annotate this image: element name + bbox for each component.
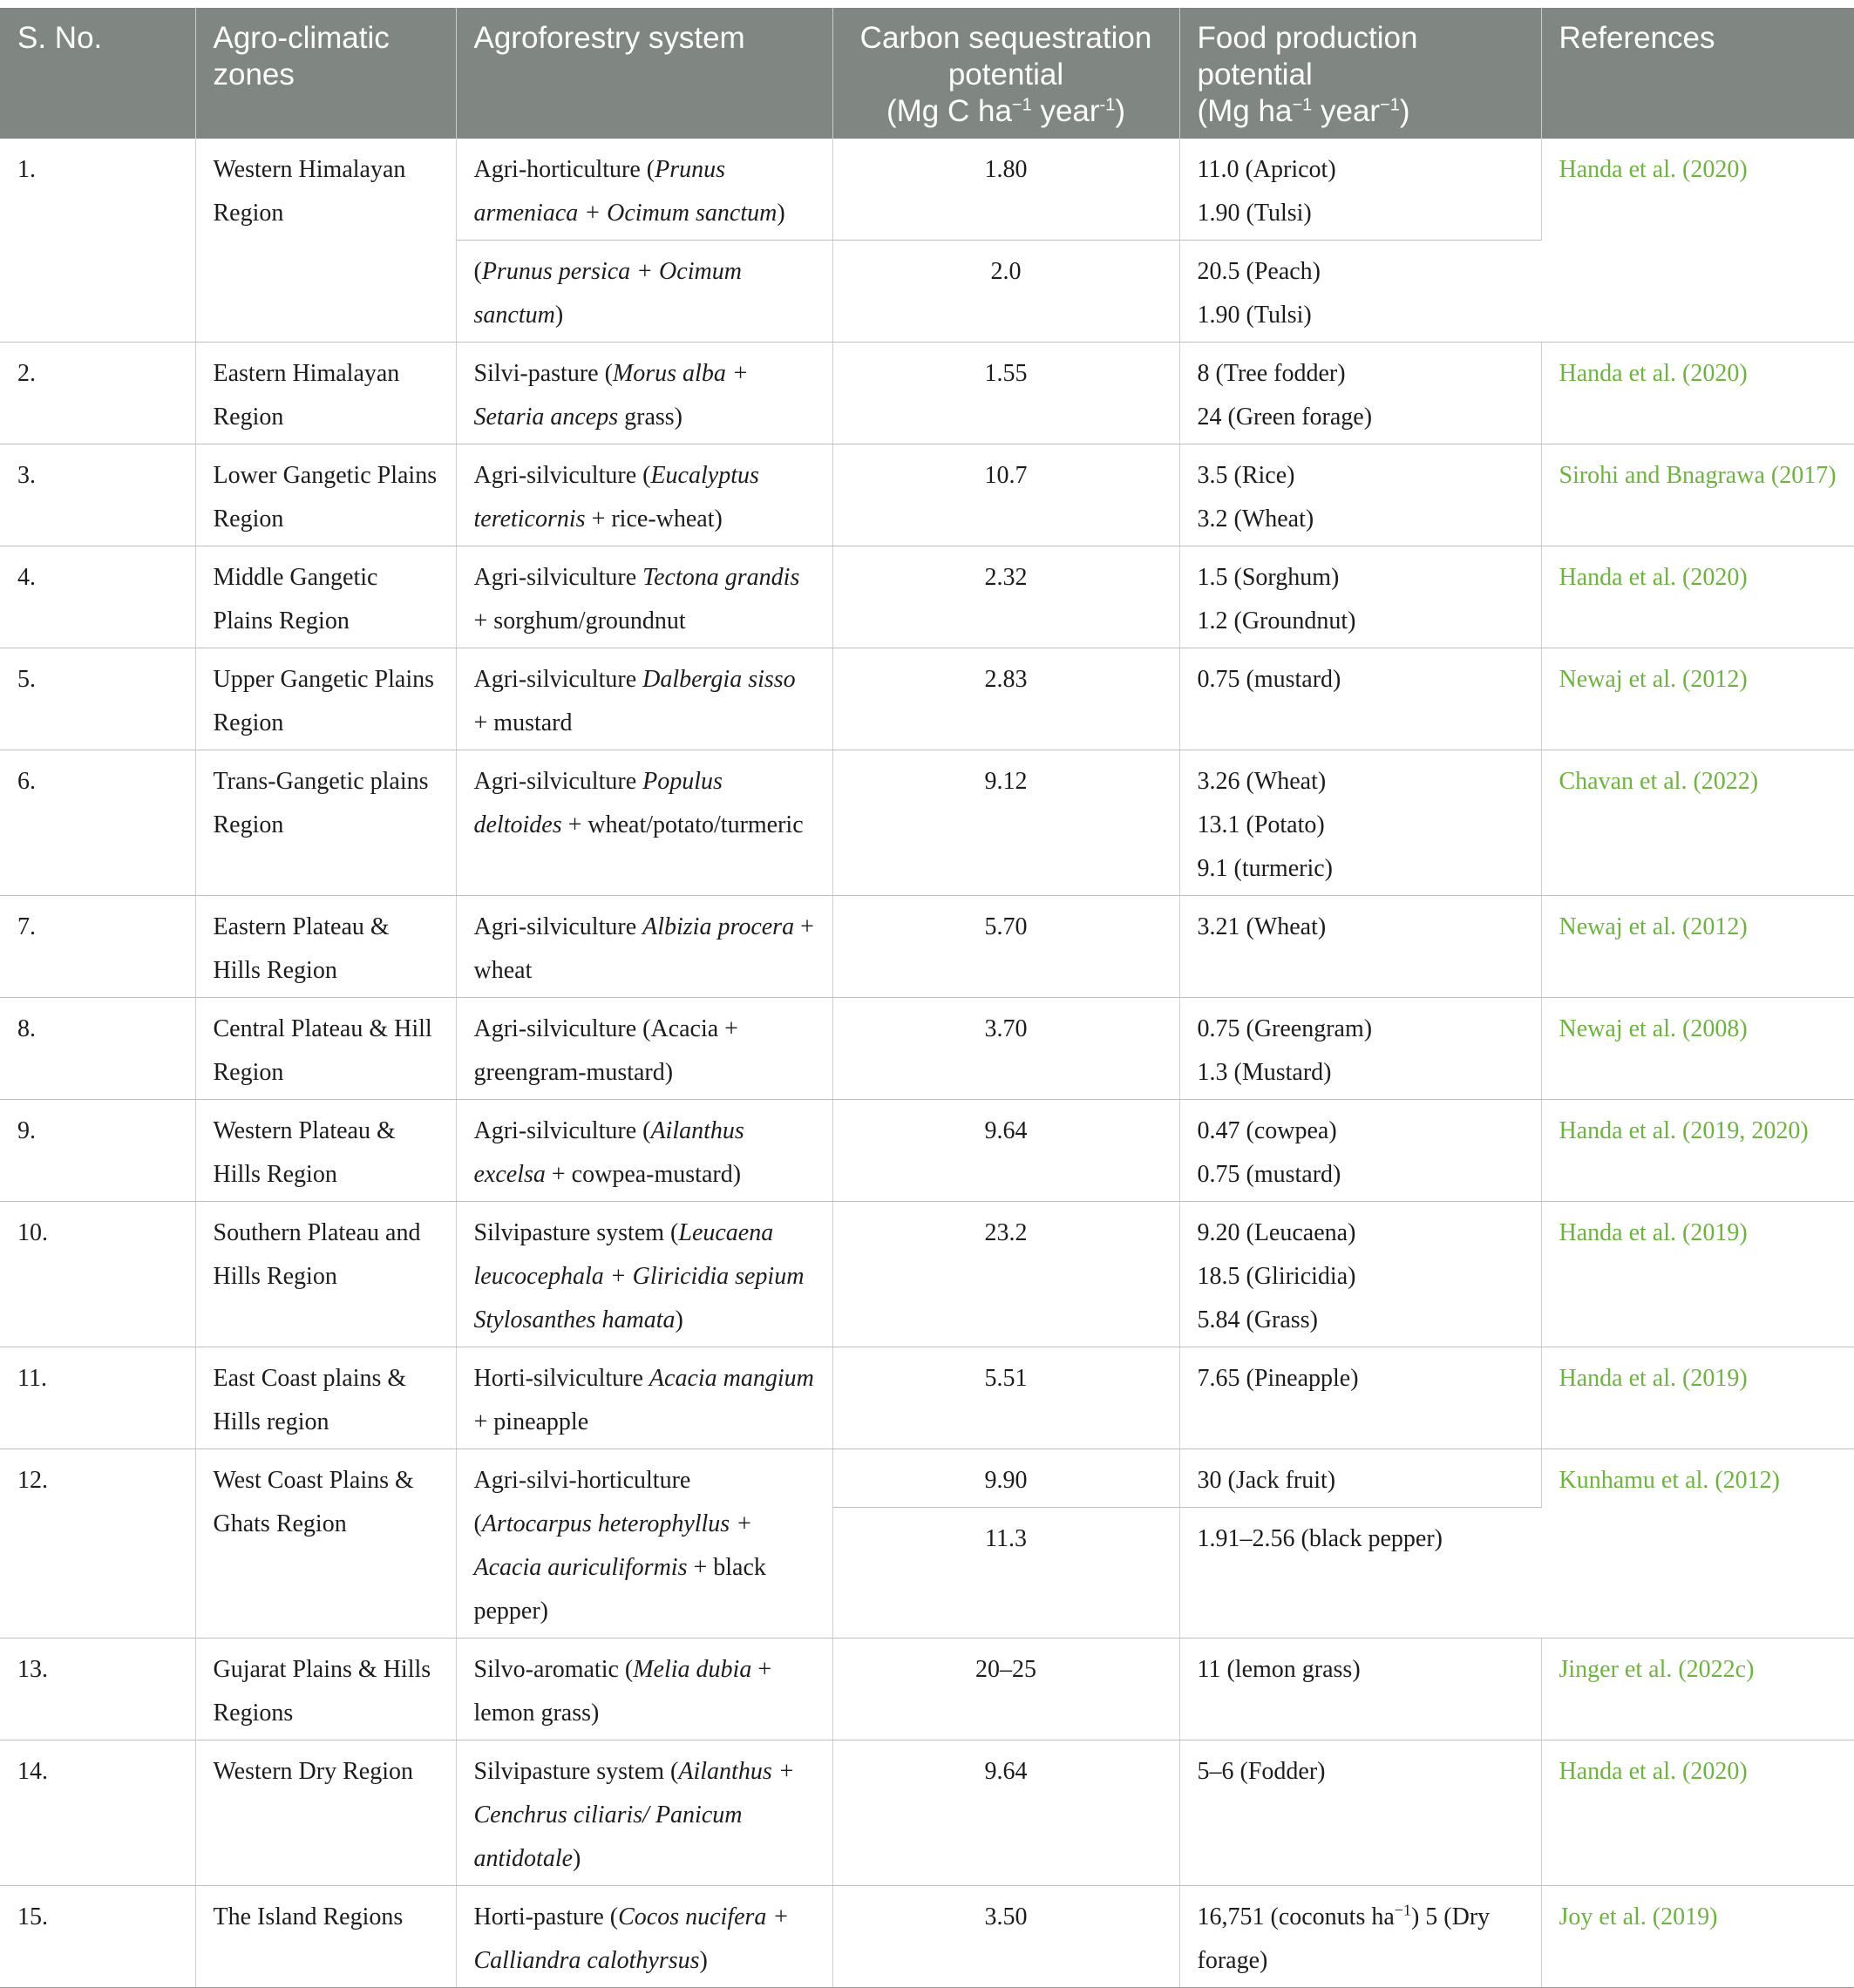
cell-system: Horti-silviculture Acacia mangium + pineapple	[456, 1347, 832, 1449]
header-carbon: Carbon sequestration potential (Mg C $ha^{-1}$ year$^{-1}$)	[832, 8, 1179, 139]
table-row	[0, 546, 1854, 648]
table-row	[0, 343, 1854, 444]
cell-food: 5–6 (Fodder)	[1179, 1740, 1541, 1886]
cell-food: 0.75 (Greengram) 1.3 (Mustard)	[1179, 998, 1541, 1100]
cell-sno: 1.	[0, 139, 195, 343]
cell-system: Horti-pasture (Cocos nucifera + Calliandra calothyrsus)	[456, 1886, 832, 1988]
cell-system: Agri-silviculture Populus deltoides + wheat/potato/turmeric	[456, 750, 832, 896]
cell-sno: 3.	[0, 444, 195, 546]
cell-system: Agri-silviculture (Ailanthus excelsa + cowpea-mustard)	[456, 1100, 832, 1202]
cell-reference[interactable]: Handa et al. (2020)	[1541, 546, 1854, 648]
cell-reference[interactable]: Newaj et al. (2008)	[1541, 998, 1854, 1100]
cell-system: Agri-silvi-horticulture (Artocarpus heterophyllus + Acacia auriculiformis + black pepper)	[456, 1449, 832, 1639]
cell-food: 9.20 (Leucaena) 18.5 (Gliricidia) 5.84 (Grass)	[1179, 1202, 1541, 1347]
cell-carbon: 9.12	[832, 750, 1179, 896]
table-row	[0, 1740, 1854, 1886]
cell-reference[interactable]: Handa et al. (2019)	[1541, 1347, 1854, 1449]
cell-zone: Eastern Himalayan Region	[195, 343, 456, 444]
cell-system: Silvipasture system (Leucaena leucocephala + Gliricidia sepium Stylosanthes hamata)	[456, 1202, 832, 1347]
cell-food: 20.5 (Peach) 1.90 (Tulsi)	[1179, 241, 1541, 343]
cell-sno: 5.	[0, 648, 195, 750]
table-row	[0, 1347, 1854, 1449]
cell-reference[interactable]: Handa et al. (2020)	[1541, 139, 1854, 343]
agroforestry-table	[0, 8, 1854, 1988]
cell-sno: 11.	[0, 1347, 195, 1449]
cell-carbon: 5.70	[832, 896, 1179, 998]
cell-food: 30 (Jack fruit)	[1179, 1449, 1541, 1508]
cell-zone: Western Himalayan Region	[195, 139, 456, 343]
cell-carbon: 2.32	[832, 546, 1179, 648]
cell-system: Agri-silviculture Dalbergia sisso + mustard	[456, 648, 832, 750]
cell-carbon: 3.70	[832, 998, 1179, 1100]
cell-system: Silvipasture system (Ailanthus + Cenchrus ciliaris/ Panicum antidotale)	[456, 1740, 832, 1886]
header-sno: S. No.	[0, 8, 195, 139]
cell-reference[interactable]: Kunhamu et al. (2012)	[1541, 1449, 1854, 1639]
cell-carbon: 11.3	[832, 1508, 1179, 1639]
cell-zone: Middle Gangetic Plains Region	[195, 546, 456, 648]
cell-food: 16,751 (coconuts $ha^{-1}$) 5 (Dry forage)	[1179, 1886, 1541, 1988]
cell-sno: 9.	[0, 1100, 195, 1202]
cell-reference[interactable]: Sirohi and Bnagrawa (2017)	[1541, 444, 1854, 546]
cell-food: 0.47 (cowpea) 0.75 (mustard)	[1179, 1100, 1541, 1202]
table-row	[0, 998, 1854, 1100]
cell-reference[interactable]: Chavan et al. (2022)	[1541, 750, 1854, 896]
table-body	[0, 139, 1854, 1988]
cell-zone: Western Plateau & Hills Region	[195, 1100, 456, 1202]
cell-sno: 13.	[0, 1639, 195, 1740]
table-row	[0, 1449, 1854, 1508]
table-row	[0, 444, 1854, 546]
cell-system: Silvo-aromatic (Melia dubia + lemon grass)	[456, 1639, 832, 1740]
cell-food: 7.65 (Pineapple)	[1179, 1347, 1541, 1449]
table-row	[0, 1886, 1854, 1988]
header-zones: Agro-climatic zones	[195, 8, 456, 139]
cell-carbon: 2.0	[832, 241, 1179, 343]
cell-reference[interactable]: Newaj et al. (2012)	[1541, 896, 1854, 998]
cell-zone: Southern Plateau and Hills Region	[195, 1202, 456, 1347]
table-row	[0, 648, 1854, 750]
cell-reference[interactable]: Newaj et al. (2012)	[1541, 648, 1854, 750]
cell-system: Agri-horticulture (Prunus armeniaca + Ocimum sanctum)	[456, 139, 832, 241]
header-food: Food production potential (Mg $ha^{-1}$ year$^{-1}$)	[1179, 8, 1541, 139]
cell-system: Agri-silviculture (Eucalyptus tereticornis + rice-wheat)	[456, 444, 832, 546]
cell-sno: 6.	[0, 750, 195, 896]
cell-food: 11.0 (Apricot) 1.90 (Tulsi)	[1179, 139, 1541, 241]
table-header	[0, 8, 1854, 139]
cell-sno: 10.	[0, 1202, 195, 1347]
cell-reference[interactable]: Handa et al. (2019)	[1541, 1202, 1854, 1347]
cell-zone: Central Plateau & Hill Region	[195, 998, 456, 1100]
cell-zone: Trans-Gangetic plains Region	[195, 750, 456, 896]
cell-carbon: 23.2	[832, 1202, 1179, 1347]
header-row	[0, 8, 1854, 139]
cell-carbon: 3.50	[832, 1886, 1179, 1988]
cell-carbon: 10.7	[832, 444, 1179, 546]
cell-sno: 12.	[0, 1449, 195, 1639]
cell-zone: The Island Regions	[195, 1886, 456, 1988]
cell-sno: 8.	[0, 998, 195, 1100]
cell-carbon: 5.51	[832, 1347, 1179, 1449]
cell-carbon: 9.64	[832, 1100, 1179, 1202]
cell-reference[interactable]: Handa et al. (2020)	[1541, 343, 1854, 444]
table-row	[0, 139, 1854, 241]
cell-zone: Eastern Plateau & Hills Region	[195, 896, 456, 998]
cell-carbon: 1.80	[832, 139, 1179, 241]
cell-sno: 4.	[0, 546, 195, 648]
cell-carbon: 20–25	[832, 1639, 1179, 1740]
cell-reference[interactable]: Handa et al. (2020)	[1541, 1740, 1854, 1886]
cell-food: 11 (lemon grass)	[1179, 1639, 1541, 1740]
cell-food: 3.26 (Wheat) 13.1 (Potato) 9.1 (turmeric)	[1179, 750, 1541, 896]
cell-carbon: 9.64	[832, 1740, 1179, 1886]
cell-food: 3.21 (Wheat)	[1179, 896, 1541, 998]
cell-carbon: 2.83	[832, 648, 1179, 750]
table-row	[0, 1100, 1854, 1202]
cell-zone: West Coast Plains & Ghats Region	[195, 1449, 456, 1639]
cell-carbon: 1.55	[832, 343, 1179, 444]
cell-sno: 7.	[0, 896, 195, 998]
cell-sno: 2.	[0, 343, 195, 444]
cell-food: 3.5 (Rice) 3.2 (Wheat)	[1179, 444, 1541, 546]
cell-reference[interactable]: Handa et al. (2019, 2020)	[1541, 1100, 1854, 1202]
cell-zone: Western Dry Region	[195, 1740, 456, 1886]
cell-system: Silvi-pasture (Morus alba + Setaria anceps grass)	[456, 343, 832, 444]
table-row	[0, 750, 1854, 896]
cell-system: Agri-silviculture (Acacia + greengram-mustard)	[456, 998, 832, 1100]
cell-reference[interactable]: Jinger et al. (2022c)	[1541, 1639, 1854, 1740]
cell-reference[interactable]: Joy et al. (2019)	[1541, 1886, 1854, 1988]
table-row	[0, 1202, 1854, 1347]
cell-food: 1.91–2.56 (black pepper)	[1179, 1508, 1541, 1639]
cell-sno: 14.	[0, 1740, 195, 1886]
cell-system: Agri-silviculture Albizia procera + wheat	[456, 896, 832, 998]
cell-sno: 15.	[0, 1886, 195, 1988]
cell-zone: Lower Gangetic Plains Region	[195, 444, 456, 546]
header-references: References	[1541, 8, 1854, 139]
table-row	[0, 896, 1854, 998]
table-row	[0, 1639, 1854, 1740]
cell-carbon: 9.90	[832, 1449, 1179, 1508]
cell-food: 0.75 (mustard)	[1179, 648, 1541, 750]
cell-food: 8 (Tree fodder) 24 (Green forage)	[1179, 343, 1541, 444]
cell-system: (Prunus persica + Ocimum sanctum)	[456, 241, 832, 343]
cell-zone: East Coast plains & Hills region	[195, 1347, 456, 1449]
header-system: Agroforestry system	[456, 8, 832, 139]
cell-zone: Gujarat Plains & Hills Regions	[195, 1639, 456, 1740]
cell-system: Agri-silviculture Tectona grandis + sorghum/groundnut	[456, 546, 832, 648]
cell-zone: Upper Gangetic Plains Region	[195, 648, 456, 750]
cell-food: 1.5 (Sorghum) 1.2 (Groundnut)	[1179, 546, 1541, 648]
